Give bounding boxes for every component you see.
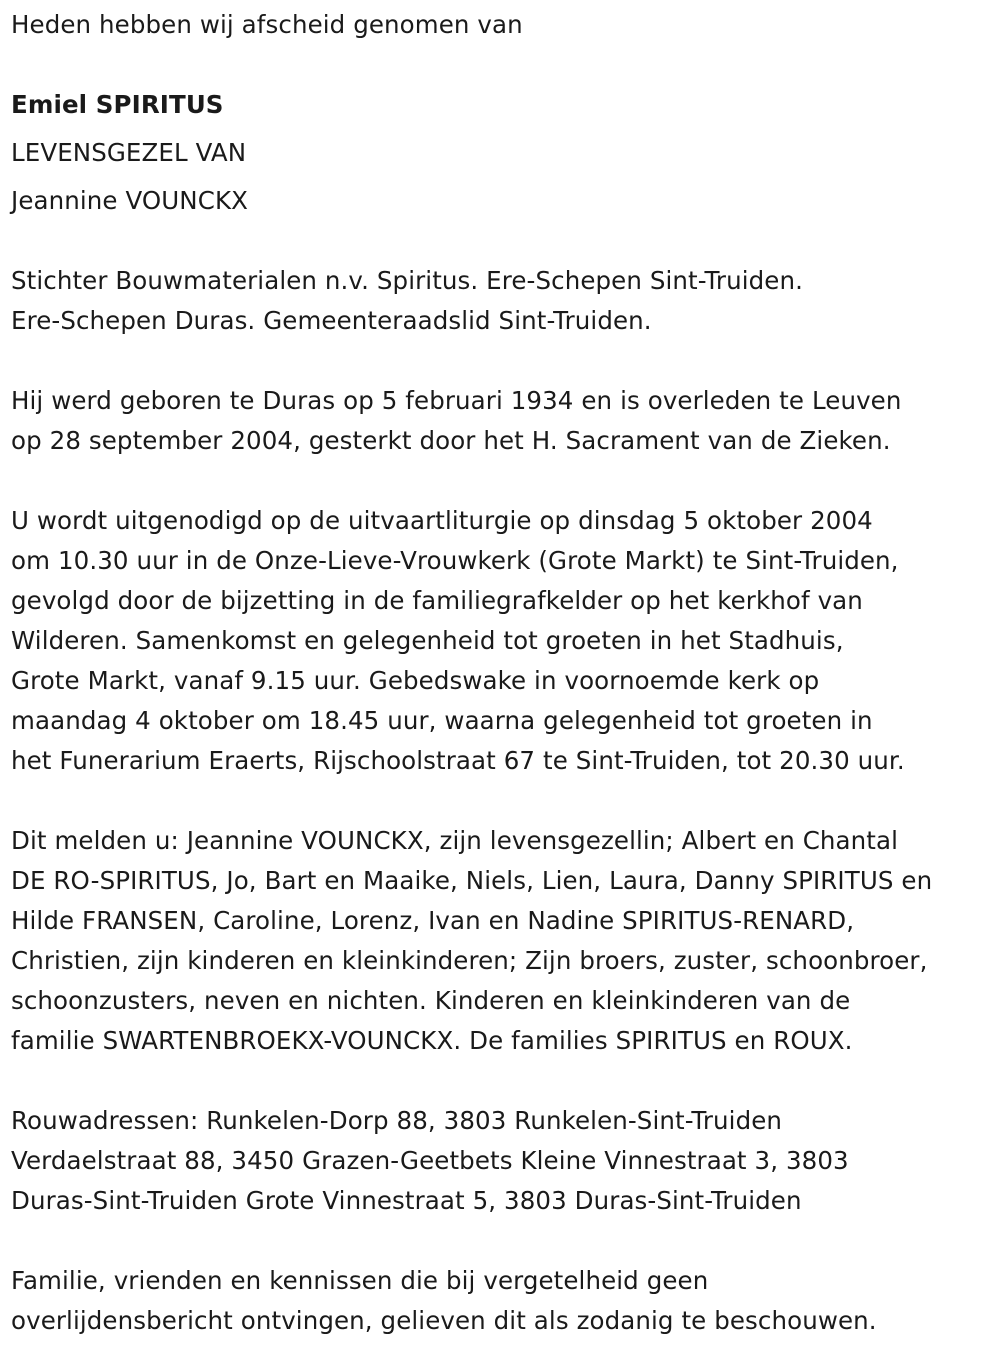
closing-line: overlijdensbericht ontvingen, gelieven dit als zodanig te beschouwen. [11, 1306, 877, 1335]
family-line: familie SWARTENBROEKX-VOUNCKX. De families SPIRITUS en ROUX. [11, 1026, 853, 1055]
functions-line: Stichter Bouwmaterialen n.v. Spiritus. Ere-Schepen Sint-Truiden. [11, 266, 803, 295]
relation-label: LEVENSGEZEL VAN [11, 138, 247, 167]
functions-line: Ere-Schepen Duras. Gemeenteraadslid Sint-Truiden. [11, 306, 652, 335]
family-line: schoonzusters, neven en nichten. Kinderen en kleinkinderen van de [11, 986, 851, 1015]
invitation-line: Grote Markt, vanaf 9.15 uur. Gebedswake in voornoemde kerk op [11, 666, 820, 695]
family-line: Christien, zijn kinderen en kleinkinderen; Zijn broers, zuster, schoonbroer, [11, 946, 928, 975]
invitation-line: gevolgd door de bijzetting in de familiegrafkelder op het kerkhof van [11, 586, 863, 615]
partner-name: Jeannine VOUNCKX [11, 186, 248, 215]
address-line: Verdaelstraat 88, 3450 Grazen-Geetbets Kleine Vinnestraat 3, 3803 [11, 1146, 849, 1175]
deceased-name: Emiel SPIRITUS [11, 90, 224, 119]
invitation-line: om 10.30 uur in de Onze-Lieve-Vrouwkerk (Grote Markt) te Sint-Truiden, [11, 546, 899, 575]
intro-text: Heden hebben wij afscheid genomen van [11, 10, 523, 39]
family-line: Hilde FRANSEN, Caroline, Lorenz, Ivan en Nadine SPIRITUS-RENARD, [11, 906, 855, 935]
family-line: Dit melden u: Jeannine VOUNCKX, zijn levensgezellin; Albert en Chantal [11, 826, 899, 855]
birth-death-line: op 28 september 2004, gesterkt door het H. Sacrament van de Zieken. [11, 426, 891, 455]
invitation-line: het Funerarium Eraerts, Rijschoolstraat 67 te Sint-Truiden, tot 20.30 uur. [11, 746, 905, 775]
address-line: Rouwadressen: Runkelen-Dorp 88, 3803 Runkelen-Sint-Truiden [11, 1106, 783, 1135]
family-line: DE RO-SPIRITUS, Jo, Bart en Maaike, Niels, Lien, Laura, Danny SPIRITUS en [11, 866, 933, 895]
birth-death-line: Hij werd geboren te Duras op 5 februari 1934 en is overleden te Leuven [11, 386, 902, 415]
invitation-line: U wordt uitgenodigd op de uitvaartliturgie op dinsdag 5 oktober 2004 [11, 506, 873, 535]
address-line: Duras-Sint-Truiden Grote Vinnestraat 5, 3803 Duras-Sint-Truiden [11, 1186, 802, 1215]
invitation-line: Wilderen. Samenkomst en gelegenheid tot groeten in het Stadhuis, [11, 626, 844, 655]
invitation-line: maandag 4 oktober om 18.45 uur, waarna gelegenheid tot groeten in [11, 706, 873, 735]
closing-line: Familie, vrienden en kennissen die bij vergetelheid geen [11, 1266, 709, 1295]
